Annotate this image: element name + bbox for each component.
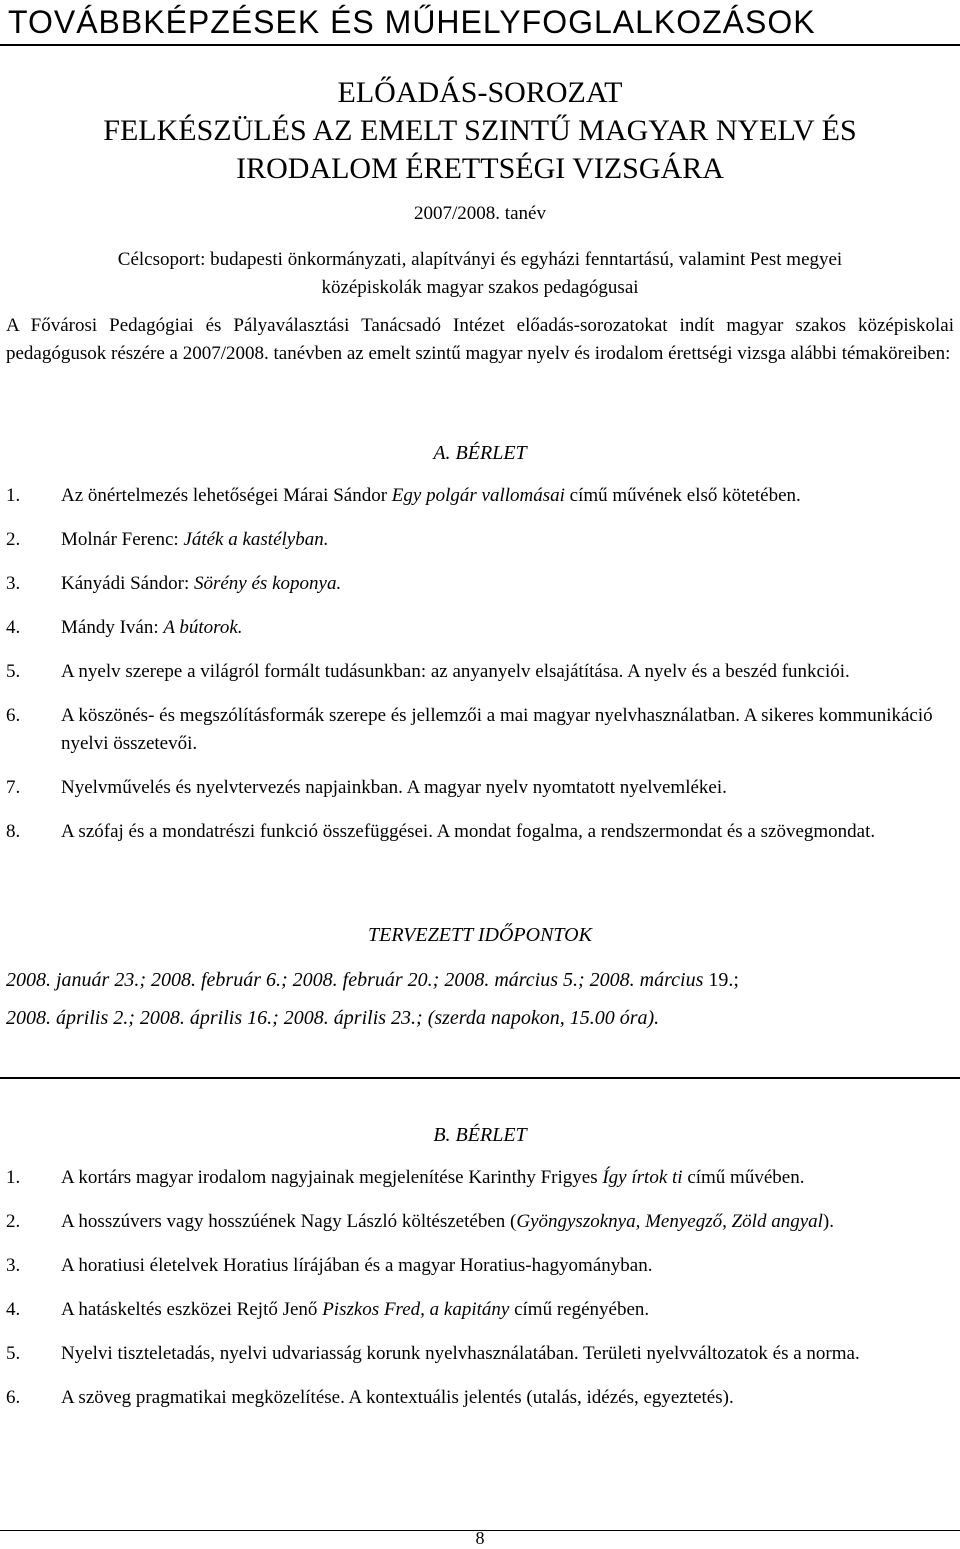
item-number: 5. [6,661,21,682]
item-text: A szöveg pragmatikai megközelítése. A kontextuális jelentés (utalás, idézés, egyeztetés). [61,1387,734,1408]
target-group-line-2: középiskolák magyar szakos pedagógusai [321,277,639,298]
work-title: Piszkos Fred, a kapitány [322,1299,510,1320]
section-divider [0,1077,960,1079]
school-year: 2007/2008. tanév [414,203,546,224]
target-group-line-1: Célcsoport: budapesti önkormányzati, alapítványi és egyházi fenntartású, valamint Pest megyei [117,249,843,270]
list-item [6,482,954,510]
item-number: 2. [6,529,21,550]
item-number: 6. [6,705,21,726]
list-item [6,1164,954,1192]
item-text-tail: című művében. [682,1167,805,1188]
item-number: 6. [6,1387,21,1408]
series-title [0,74,960,188]
item-number: 4. [6,617,21,638]
dates-line-1-italic: 2008. január 23.; 2008. február 6.; 2008. február 20.; 2008. március 5.; 2008. március [6,969,709,991]
work-title: Így írtok ti [602,1167,683,1188]
item-number: 7. [6,777,21,798]
series-title-line-1: ELŐADÁS-SOROZAT [337,76,623,109]
item-text: A köszönés- és megszólításformák szerepe és jellemzői a mai magyar nyelvhasználatban. A sikeres kommunikáció nyelvi összetevői. [61,705,933,754]
item-text: Molnár Ferenc: [61,529,184,550]
item-number: 4. [6,1299,21,1320]
item-text: A kortárs magyar irodalom nagyjainak megjelenítése Karinthy Frigyes [61,1167,603,1188]
target-group [6,246,954,302]
item-text-tail: ). [822,1211,834,1232]
list-item [6,1384,954,1412]
item-number: 3. [6,1255,21,1276]
item-text-tail: című művének első kötetében. [564,485,801,506]
item-text: Mándy Iván: [61,617,164,638]
work-title: Játék a kastélyban. [183,529,329,550]
list-item [6,1208,954,1236]
header-divider [0,44,960,46]
dates-line-2: 2008. április 2.; 2008. április 16.; 2008. április 23.; (szerda napokon, 15.00 óra). [6,1007,660,1029]
item-text: A hatáskeltés eszközei Rejtő Jenő [61,1299,323,1320]
intro-paragraph: A Fővárosi Pedagógiai és Pályaválasztási Tanácsadó Intézet előadás-sorozatokat indít magyar szakos középiskolai pedagógusok részére a 2007/2008. tanévben az emelt szintű magyar nyelv és irodalom érettségi vizsga alábbi témaköreiben: [6,315,954,364]
item-text: Nyelvművelés és nyelvtervezés napjainkban. A magyar nyelv nyomtatott nyelvemlékei. [61,777,727,798]
item-text: Az önértelmezés lehetőségei Márai Sándor [61,485,392,506]
item-number: 1. [6,1167,21,1188]
list-item [6,658,954,686]
item-text: Kányádi Sándor: [61,573,194,594]
list-item [6,1340,954,1368]
list-item [6,570,954,598]
section-b-title: B. BÉRLET [433,1124,527,1146]
schedule-dates [6,966,954,1032]
list-item [6,774,954,802]
work-title: A bútorok. [163,617,243,638]
series-title-line-3: IRODALOM ÉRETTSÉGI VIZSGÁRA [236,152,724,185]
item-number: 2. [6,1211,21,1232]
list-item [6,1252,954,1280]
page-number: 8 [475,1528,485,1548]
series-title-line-2: FELKÉSZÜLÉS AZ EMELT SZINTŰ MAGYAR NYELV ÉS [103,114,857,147]
item-number: 8. [6,821,21,842]
header-title: TOVÁBBKÉPZÉSEK ÉS MŰHELYFOGLALKOZÁSOK [8,4,816,40]
item-text: A horatiusi életelvek Horatius lírájában és a magyar Horatius-hagyományban. [61,1255,653,1276]
item-text: A nyelv szerepe a világról formált tudásunkban: az anyanyelv elsajátítása. A nyelv és a beszéd funkciói. [61,661,850,682]
item-text-tail: című regényében. [509,1299,650,1320]
item-number: 1. [6,485,21,506]
list-item [6,702,954,758]
list-item [6,614,954,642]
item-number: 5. [6,1343,21,1364]
dates-line-1 [6,966,954,994]
schedule-title: TERVEZETT IDŐPONTOK [368,924,592,946]
item-text: A szófaj és a mondatrészi funkció összefüggései. A mondat fogalma, a rendszermondat és a szövegmondat. [61,821,876,842]
list-item [6,526,954,554]
section-a-list [6,482,954,846]
section-a-title: A. BÉRLET [433,442,527,464]
work-title: Egy polgár vallomásai [391,485,565,506]
item-number: 3. [6,573,21,594]
item-text: A hosszúvers vagy hosszúének Nagy László költészetében ( [61,1211,517,1232]
list-item [6,1296,954,1324]
work-title: Sörény és koponya. [193,573,342,594]
work-title: Gyöngyszoknya, Menyegző, Zöld angyal [516,1211,823,1232]
dates-line-1-upright: 19.; [708,969,739,991]
item-text: Nyelvi tiszteletadás, nyelvi udvariasság korunk nyelvhasználatában. Területi nyelvváltozatok és a norma. [61,1343,860,1364]
section-b-list [6,1164,954,1412]
list-item [6,818,954,846]
